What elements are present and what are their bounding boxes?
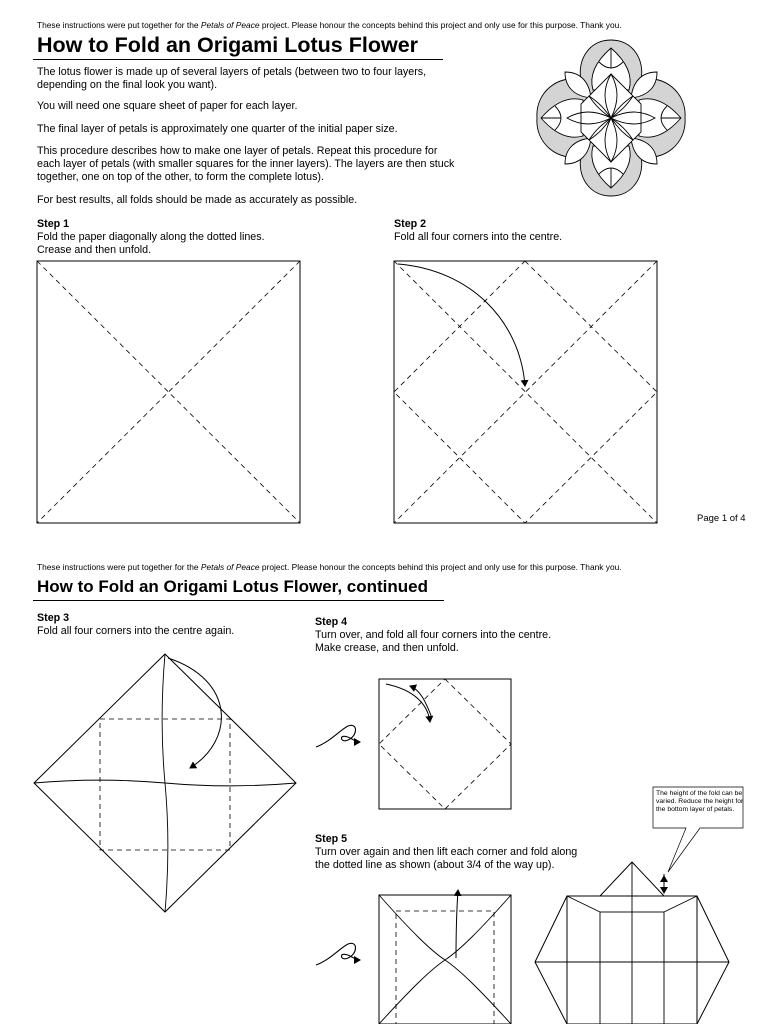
intro-paragraph-2: You will need one square sheet of paper for each layer. [37, 100, 298, 112]
step-4-line-1: Turn over, and fold all four corners into the centre. [315, 629, 552, 641]
notice-before: These instructions were put together for the [37, 20, 201, 30]
step-5-line-1: Turn over again and then lift each corner and fold along [315, 846, 578, 858]
step-3-heading: Step 3 [37, 612, 70, 624]
step-5-result-diagram [535, 862, 729, 1024]
page-title: How to Fold an Origami Lotus Flower [37, 33, 419, 57]
intro-paragraph-3: The final layer of petals is approximately one quarter of the initial paper size. [37, 123, 398, 135]
step-4-diagram [316, 679, 511, 809]
page-number: Page 1 of 4 [697, 513, 746, 524]
step-5-crease-lines [379, 960, 511, 1024]
fold-height-callout-text: The height of the fold can be varied. Reduce the height for the bottom layer of petals. [656, 790, 744, 814]
step-1-diagram [37, 261, 300, 523]
intro-paragraph-1: The lotus flower is made up of several layers of petals (between two to four layers, depending on the final look you want). [37, 66, 427, 92]
step-4-line-2: Make crease, and then unfold. [315, 642, 459, 654]
step-3-diagram [34, 654, 296, 912]
fold-height-callout [653, 787, 743, 872]
fold-arrow-icon [168, 658, 221, 768]
step-5-fold-lines [396, 911, 494, 1024]
step-1-heading: Step 1 [37, 218, 70, 230]
turn-over-loop-icon [316, 725, 360, 747]
project-name: Petals of Peace [200, 20, 260, 30]
lotus-flower-illustration [537, 40, 685, 196]
notice-before: These instructions were put together for the [37, 562, 201, 572]
step-4-paper-square [379, 679, 511, 809]
step-2-heading: Step 2 [394, 218, 427, 230]
callout-bubble [653, 787, 743, 872]
project-name: Petals of Peace [200, 562, 260, 572]
step-5-raised-tip [535, 896, 567, 1024]
step-5-line-2: the dotted line as shown (about 3/4 of the way up). [315, 859, 555, 871]
step-1-line-2: Crease and then unfold. [37, 244, 152, 256]
step-2-line-1: Fold all four corners into the centre. [394, 231, 563, 243]
step-5-heading: Step 5 [315, 833, 348, 845]
step-4-fold-diamond [379, 679, 511, 809]
fold-arrow-icon [386, 684, 430, 722]
intro-paragraph-5: For best results, all folds should be made as accurately as possible. [37, 194, 358, 206]
step-2-diagram [394, 261, 657, 523]
step-4-heading: Step 4 [315, 616, 348, 628]
step-3-line-1: Fold all four corners into the centre again. [37, 625, 235, 637]
turn-over-loop-icon [316, 943, 360, 965]
intro-paragraph-4: This procedure describes how to make one layer of petals. Repeat this procedure for each layer of petals (with smaller squares for the inner layers). The layers are then stuck together, one on top of the other, to form the complete lotus). [37, 145, 455, 184]
step-1-line-1: Fold the paper diagonally along the dotted lines. [37, 231, 265, 243]
lift-arrow-icon [456, 890, 458, 958]
notice-after: project. Please honour the concepts behind this project and only use for this purpose. Thank you. [259, 562, 622, 572]
step-5-raised-tip [697, 896, 729, 1024]
step-5-diagram [316, 890, 511, 1024]
step-5-crease-lines [379, 895, 511, 960]
page-2-title: How to Fold an Origami Lotus Flower, continued [37, 577, 428, 596]
notice-after: project. Please honour the concepts behind this project and only use for this purpose. Thank you. [259, 20, 622, 30]
